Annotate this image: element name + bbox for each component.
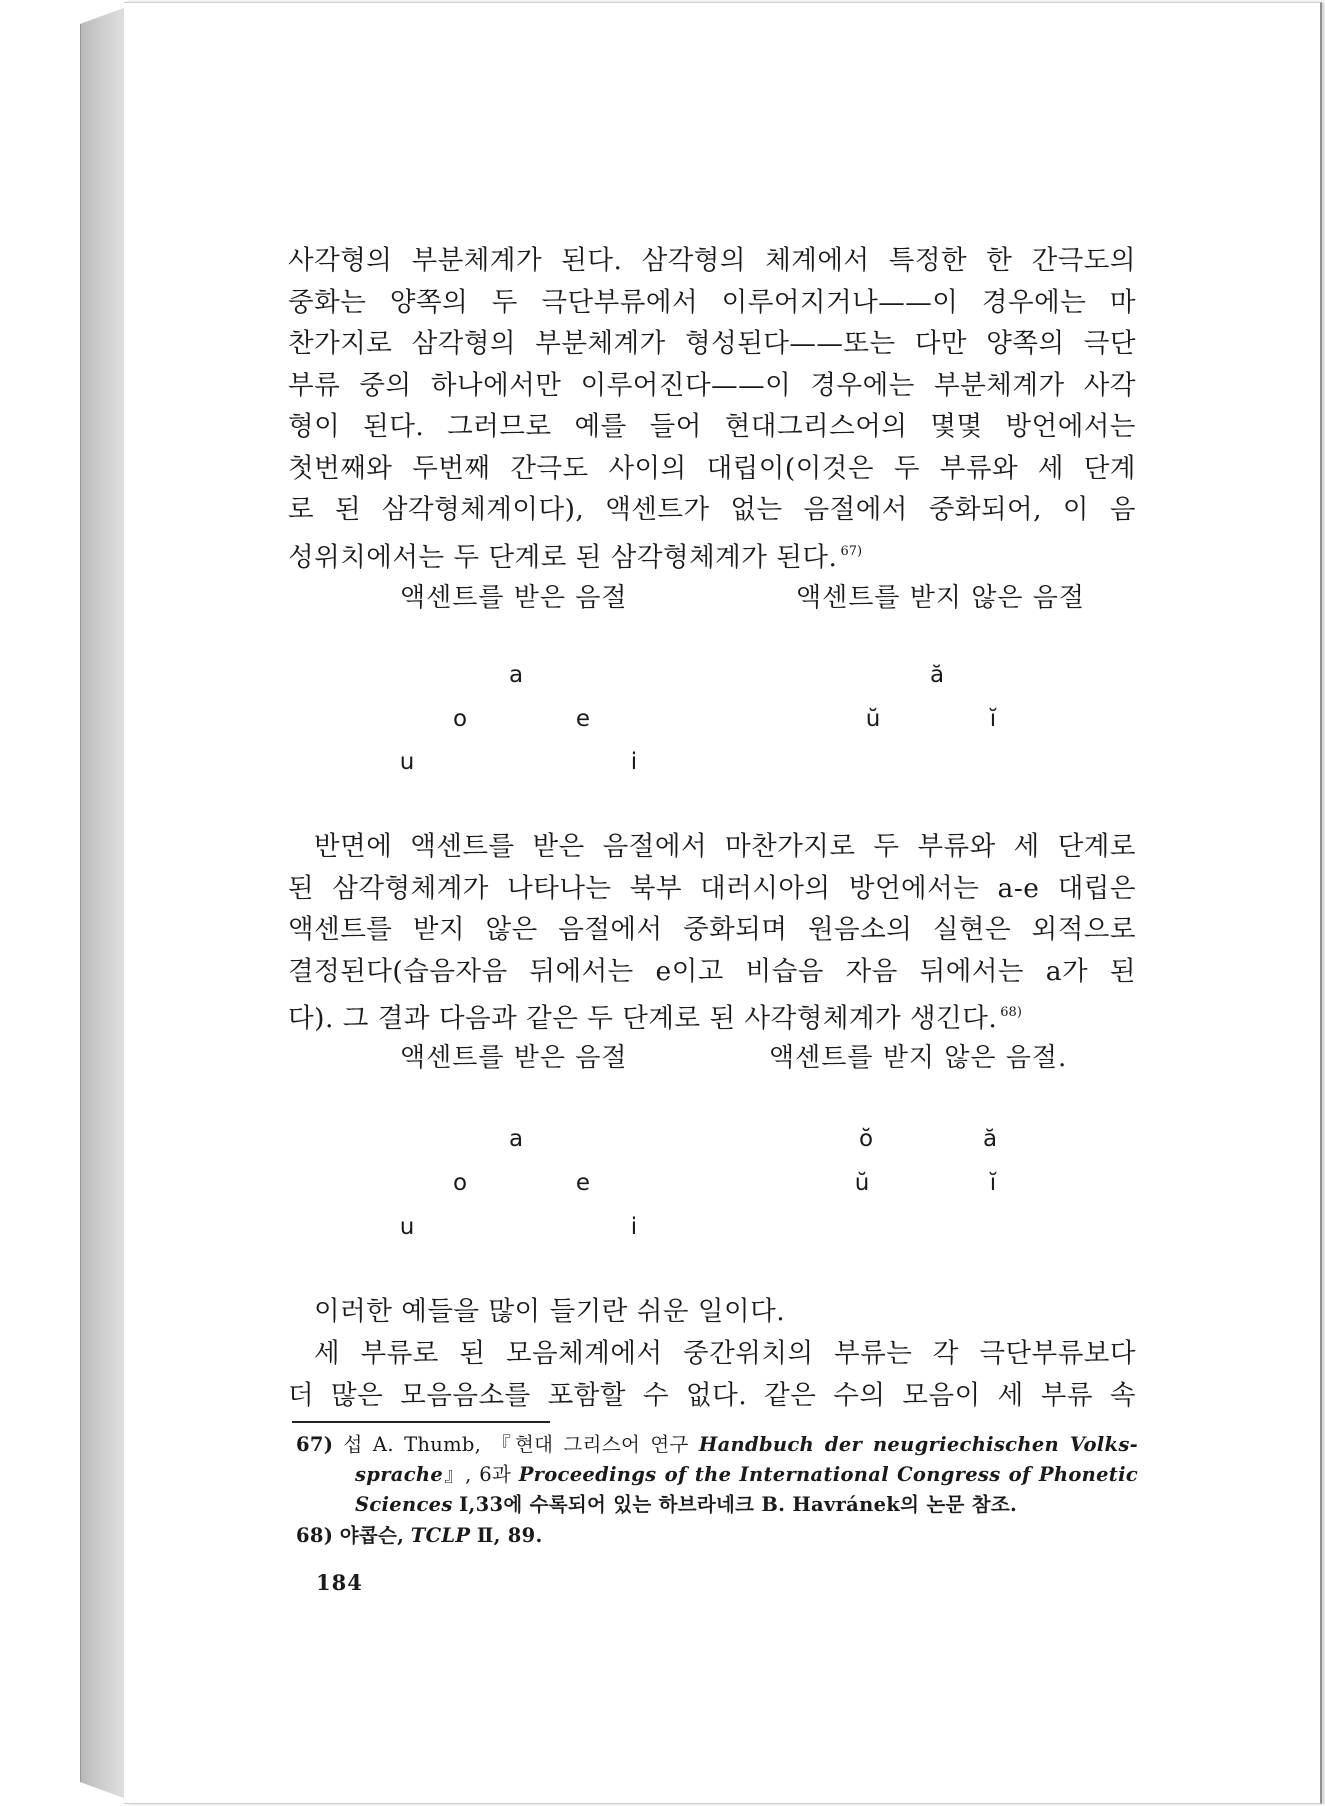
text-line: 이러한 예들을 많이 들기란 쉬운 일이다. xyxy=(314,1296,786,1327)
footnote-text: 섭 A. Thumb, 『현대 그리스어 연구 xyxy=(343,1433,689,1456)
text-line: 사각형의 부분체계가 된다. 삼각형의 체계에서 특정한 한 간극도의 xyxy=(288,245,1136,276)
footnote-title: Proceedings of the International Congress of Phonetic xyxy=(518,1463,1138,1486)
footnote-line xyxy=(296,1430,1138,1460)
text-line: 첫번째와 두번째 간극도 사이의 대립이(이것은 두 부류와 세 단계 xyxy=(288,452,1136,484)
footnote-title: Handbuch der neugriechischen Volks- xyxy=(698,1433,1138,1456)
footnote-divider xyxy=(292,1421,550,1423)
footnote-title: Sciences xyxy=(355,1493,453,1516)
text-line: 액센트를 받지 않은 음절에서 중화되며 원음소의 실현은 외적으로 xyxy=(288,914,1136,945)
text-line: 중화는 양쪽의 두 극단부류에서 이루어지거나——이 경우에는 마 xyxy=(288,286,1136,318)
paragraph-1 xyxy=(288,240,1136,578)
footnote-ref-68: 68) xyxy=(1000,1005,1022,1020)
vowel-a: a xyxy=(508,1126,524,1152)
footnote-number: 67) xyxy=(296,1433,334,1456)
paragraph-4 xyxy=(288,1333,1136,1416)
footnote-number: 68) xyxy=(296,1524,334,1547)
paragraph-2 xyxy=(288,826,1136,1040)
text-line: 찬가지로 삼각형의 부분체계가 형성된다——또는 다만 양쪽의 극단 xyxy=(288,328,1136,359)
footnote-67 xyxy=(296,1430,1138,1520)
vowel-u: u xyxy=(399,749,415,775)
footnote-text: 』, 6과 xyxy=(443,1463,512,1486)
text-line: 형이 된다. 그러므로 예를 들어 현대그리스어의 몇몇 방언에서는 xyxy=(288,411,1136,442)
footnote-line xyxy=(296,1490,1138,1520)
vowel-i-breve: ĭ xyxy=(989,1170,997,1196)
footnote-68 xyxy=(296,1521,1138,1551)
text-line: 된 삼각형체계가 나타나는 북부 대러시아의 방언에서는 a-e 대립은 xyxy=(288,872,1136,904)
vowel-a-breve: ă xyxy=(929,662,945,688)
vowel-i-breve: ĭ xyxy=(989,706,997,732)
vowel-u: u xyxy=(399,1214,415,1240)
vowel-u-breve: ŭ xyxy=(865,706,881,732)
vowel-o-breve: ŏ xyxy=(858,1126,874,1152)
text-line: 로 된 삼각형체계이다), 액센트가 없는 음절에서 중화되어, 이 음 xyxy=(288,494,1136,525)
page-number: 184 xyxy=(316,1570,363,1595)
vowel-e: e xyxy=(575,706,591,732)
text-line: 결정된다(습음자음 뒤에서는 e이고 비습음 자음 뒤에서는 a가 된 xyxy=(288,955,1136,987)
diagram2-caption-left: 액센트를 받은 음절 xyxy=(400,1043,628,1073)
vowel-e: e xyxy=(575,1170,591,1196)
vowel-a-breve: ă xyxy=(982,1126,998,1152)
footnote-ref-67: 67) xyxy=(840,543,863,559)
vowel-i: i xyxy=(630,1214,638,1240)
text-line: 더 많은 모음음소를 포함할 수 없다. 같은 수의 모음이 세 부류 속 xyxy=(288,1379,1136,1411)
text-line xyxy=(288,992,1136,1040)
footnote-line xyxy=(296,1460,1138,1490)
vowel-o: o xyxy=(452,1170,468,1196)
vowel-a: a xyxy=(508,662,524,688)
text-line: 부류 중의 하나에서만 이루어진다——이 경우에는 부분체계가 사각 xyxy=(288,369,1136,401)
footnote-text: 야콥슨, xyxy=(339,1524,405,1547)
vowel-i: i xyxy=(630,749,638,775)
footnote-text: Ⅱ, 89. xyxy=(476,1524,543,1547)
footnote-title: sprache xyxy=(355,1463,444,1486)
text-line: 반면에 액센트를 받은 음절에서 마찬가지로 두 부류와 세 단계로 xyxy=(314,831,1136,862)
text-line xyxy=(288,531,1136,579)
text-line-content: 다). 그 결과 다음과 같은 두 단계로 된 사각형체계가 생긴다. xyxy=(288,1003,998,1034)
diagram1-caption-right: 액센트를 받지 않은 음절 xyxy=(796,583,1085,613)
footnote-line xyxy=(296,1521,1138,1551)
footnote-text: Ⅰ,33에 수록되어 있는 하브라네크 B. Havránek의 논문 참조. xyxy=(459,1493,1018,1516)
vowel-o: o xyxy=(452,706,468,732)
footnote-title: TCLP xyxy=(410,1524,471,1547)
book-spine xyxy=(80,6,129,1800)
text-line-content: 성위치에서는 두 단계로 된 삼각형체계가 된다. xyxy=(288,541,838,573)
diagram1-caption-left: 액센트를 받은 음절 xyxy=(400,583,628,613)
diagram2-caption-right: 액센트를 받지 않은 음절. xyxy=(769,1043,1068,1073)
vowel-u-breve: ŭ xyxy=(854,1170,870,1196)
paragraph-3 xyxy=(288,1291,1136,1333)
text-line: 세 부류로 된 모음체계에서 중간위치의 부류는 각 극단부류보다 xyxy=(314,1338,1136,1369)
